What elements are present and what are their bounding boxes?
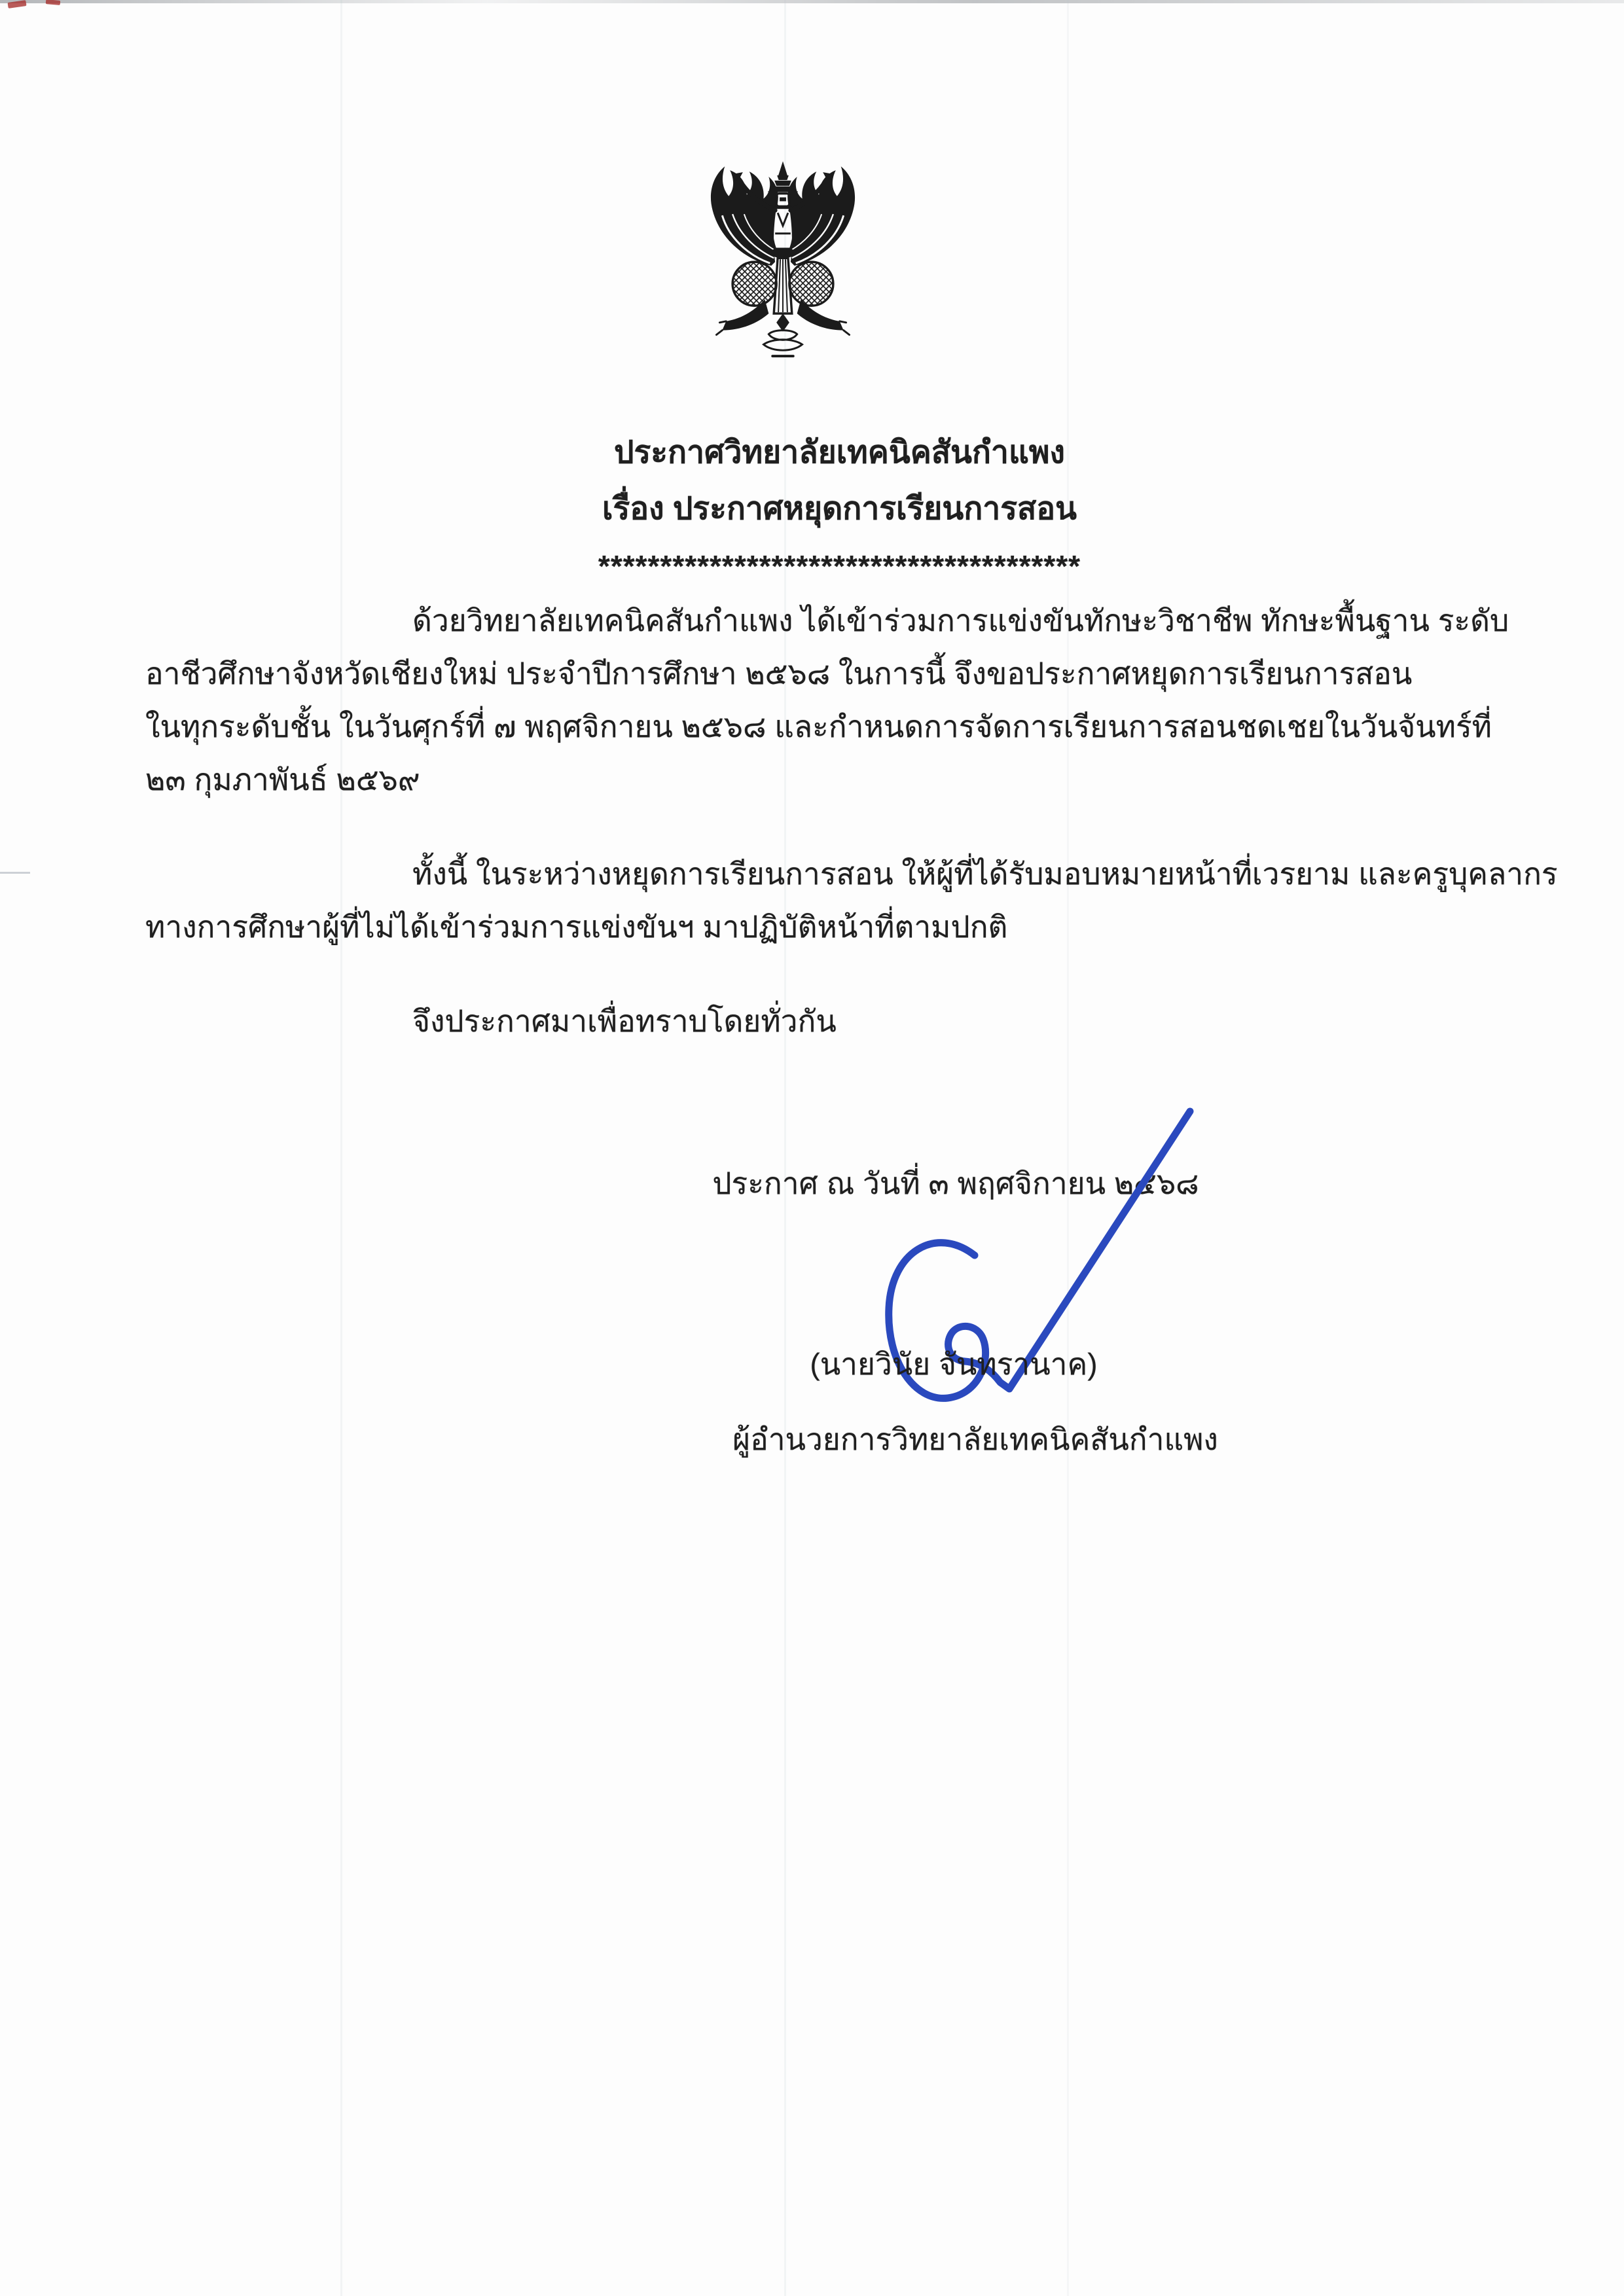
signer-name: (นายวินัย จันทรานาค) xyxy=(810,1347,1098,1381)
paragraph1-line-3: ในทุกระดับชั้น ในวันศุกร์ที่ ๗ พฤศจิกายน ๒๕๖๘ และกำหนดการจัดการเรียนการสอนชดเชยในวันจันทร์ที่ xyxy=(145,709,1492,744)
red-pen-mark xyxy=(46,0,61,5)
scan-edge-line xyxy=(0,0,1624,3)
announcement-date-line: ประกาศ ณ วันที่ ๓ พฤศจิกายน ๒๕๖๘ xyxy=(712,1166,1199,1200)
paragraph2-line-1: ทั้งนี้ ในระหว่างหยุดการเรียนการสอน ให้ผู้ที่ได้รับมอบหมายหน้าที่เวรยาม และครูบุคลากร xyxy=(412,857,1558,891)
fold-mark xyxy=(0,872,30,874)
paragraph1-line-2: อาชีวศึกษาจังหวัดเชียงใหม่ ประจำปีการศึกษา ๒๕๖๘ ในการนี้ จึงขอประกาศหยุดการเรียนการสอน xyxy=(145,656,1413,691)
garuda-emblem xyxy=(693,161,873,374)
announcement-subject: เรื่อง ประกาศหยุดการเรียนการสอน xyxy=(602,492,1077,526)
paragraph1-line-4: ๒๓ กุมภาพันธ์ ๒๕๖๙ xyxy=(145,762,420,797)
paragraph1-line-1: ด้วยวิทยาลัยเทคนิคสันกำแพง ได้เข้าร่วมการแข่งขันทักษะวิชาชีพ ทักษะพื้นฐาน ระดับ xyxy=(412,603,1509,637)
asterisk-divider: *************************************** xyxy=(598,549,1081,583)
scan-streak xyxy=(340,0,342,2296)
announcement-title: ประกาศวิทยาลัยเทคนิคสันกำแพง xyxy=(614,435,1065,470)
signer-title: ผู้อำนวยการวิทยาลัยเทคนิคสันกำแพง xyxy=(732,1422,1218,1456)
paragraph2-line-2: ทางการศึกษาผู้ที่ไม่ได้เข้าร่วมการแข่งขันฯ มาปฏิบัติหน้าที่ตามปกติ xyxy=(145,910,1008,944)
scan-streak xyxy=(1067,0,1069,2296)
closing-line: จึงประกาศมาเพื่อทราบโดยทั่วกัน xyxy=(412,1004,837,1038)
